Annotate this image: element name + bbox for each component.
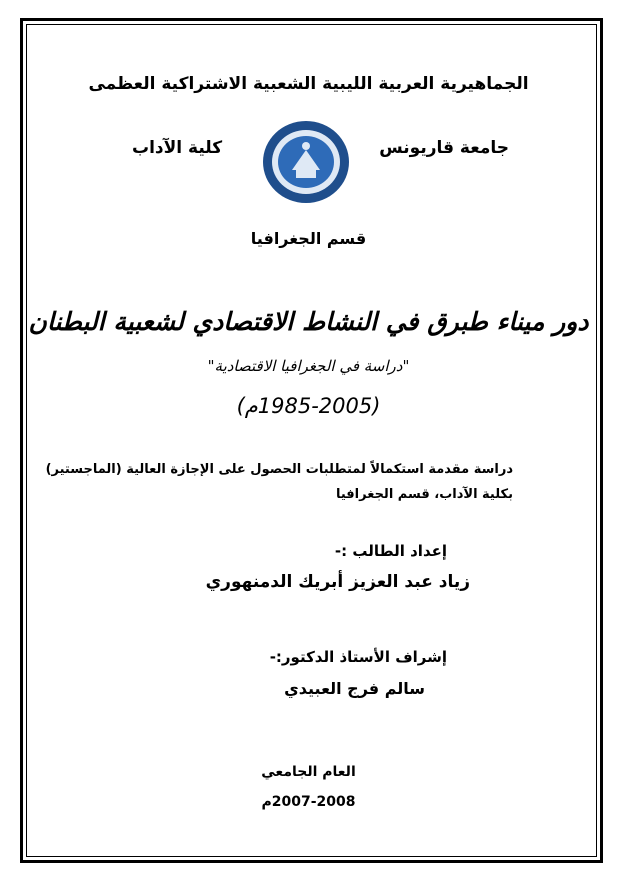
academic-year-value: 2007-2008م: [261, 794, 356, 810]
student-label: إعداد الطالب :-: [334, 542, 447, 560]
student-name: زياد عبد العزيز أبريك الدمنهوري: [205, 572, 470, 592]
country-heading: الجماهيرية العربية الليبية الشعبية الاشتراكية العظمى: [88, 74, 529, 94]
thesis-subtitle: "دراسة في الجغرافيا الاقتصادية": [207, 357, 410, 375]
university-seal-icon: [262, 120, 350, 204]
supervisor-name: سالم فرج العبيدي: [284, 679, 425, 698]
thesis-title: دور ميناء طبرق في النشاط الاقتصادي لشعبية البطنان: [28, 307, 589, 336]
academic-year-label: العام الجامعي: [261, 764, 356, 780]
thesis-description-line-2: بكلية الآداب، قسم الجغرافيا: [335, 487, 513, 502]
thesis-period: (1985-2005م): [236, 394, 381, 418]
faculty-name: كلية الآداب: [132, 138, 223, 158]
supervisor-label: إشراف الأستاذ الدكتور:-: [269, 648, 447, 666]
thesis-description-line-1: دراسة مقدمة استكمالاً لمتطلبات الحصول على الإجازة العالية (الماجستير): [45, 462, 513, 477]
department-name: قسم الجغرافيا: [250, 229, 367, 248]
university-name: جامعة قاريونس: [379, 138, 509, 158]
